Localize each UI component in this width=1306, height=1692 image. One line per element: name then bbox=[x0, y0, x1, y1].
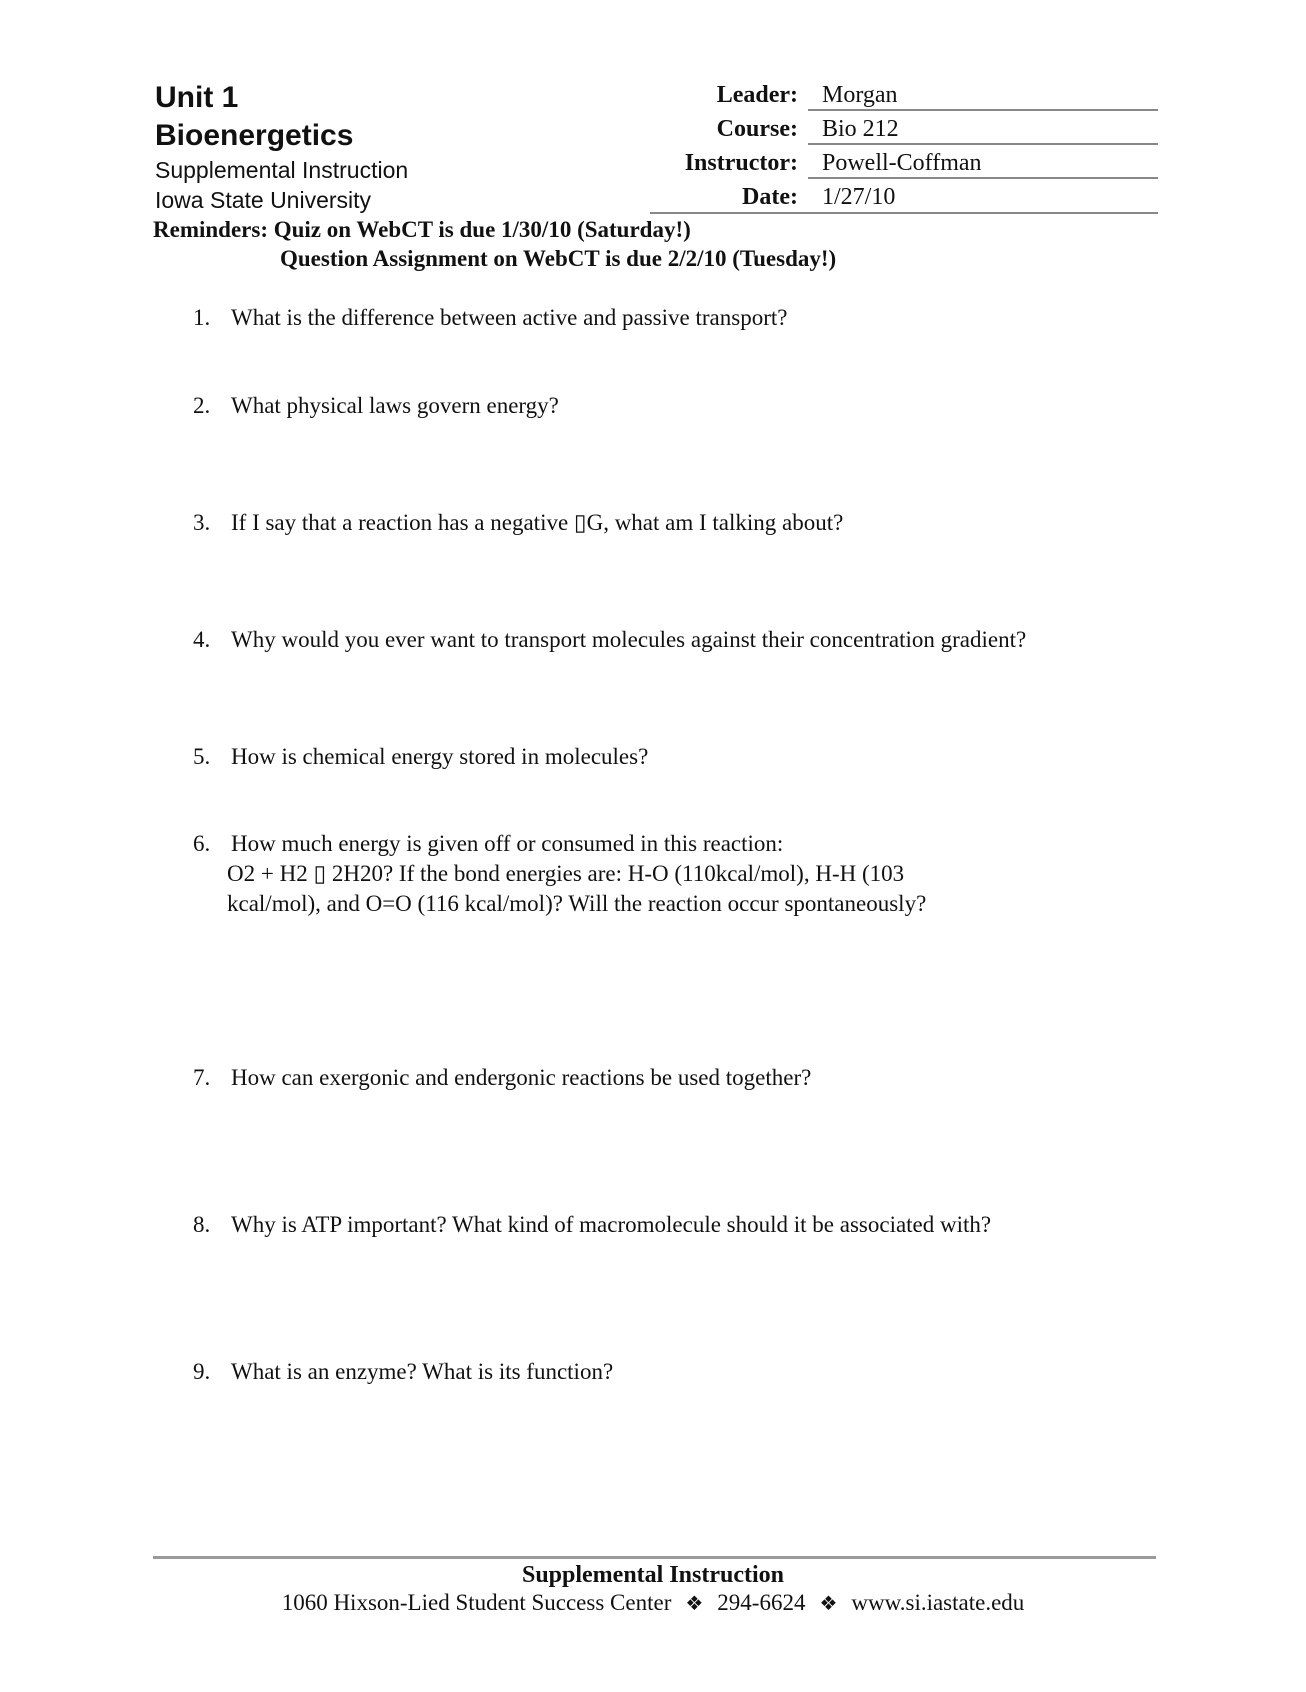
question-text: Why is ATP important? What kind of macromolecule should it be associated with? bbox=[231, 1212, 992, 1237]
course-underline bbox=[808, 143, 1158, 145]
date-underline bbox=[650, 212, 1158, 214]
reminder-line-2: Question Assignment on WebCT is due 2/2/10 (Tuesday!) bbox=[280, 246, 837, 271]
question-number: 9. bbox=[193, 1359, 211, 1384]
question-text: How is chemical energy stored in molecules? bbox=[231, 744, 649, 769]
footer-website[interactable]: www.si.iastate.edu bbox=[851, 1590, 1025, 1615]
question-text: What is the difference between active and passive transport? bbox=[231, 305, 788, 330]
instructor-underline bbox=[808, 177, 1158, 179]
question-text: What physical laws govern energy? bbox=[231, 393, 559, 418]
question-number: 5. bbox=[193, 744, 211, 769]
footer-phone: 294-6624 bbox=[717, 1590, 806, 1615]
question-number: 1. bbox=[193, 305, 211, 330]
topic-title: Bioenergetics bbox=[155, 119, 354, 152]
question-text: Why would you ever want to transport molecules against their concentration gradient? bbox=[231, 627, 1027, 652]
date-value: 1/27/10 bbox=[822, 184, 896, 210]
question-text: What is an enzyme? What is its function? bbox=[231, 1359, 614, 1384]
reminder-line-1: Reminders: Quiz on WebCT is due 1/30/10 (Saturday!) bbox=[153, 217, 691, 242]
question-number: 6. bbox=[193, 831, 211, 856]
unit-title: Unit 1 bbox=[155, 81, 239, 114]
instructor-label: Instructor: bbox=[684, 150, 798, 176]
footer-rule bbox=[153, 1556, 1156, 1559]
footer-title: Supplemental Instruction bbox=[521, 1562, 785, 1588]
course-label: Course: bbox=[716, 116, 798, 142]
question-text: If I say that a reaction has a negative ▯G, what am I talking about? bbox=[231, 510, 844, 535]
question-number: 4. bbox=[193, 627, 211, 652]
diamond-separator-icon: ❖ bbox=[685, 1593, 704, 1615]
question-text: How much energy is given off or consumed in this reaction: bbox=[231, 831, 784, 856]
leader-label: Leader: bbox=[716, 82, 798, 108]
footer-contact bbox=[0, 1588, 1306, 1619]
question-text: How can exergonic and endergonic reactions be used together? bbox=[231, 1065, 812, 1090]
leader-value: Morgan bbox=[822, 82, 898, 108]
course-value: Bio 212 bbox=[822, 116, 899, 142]
program-name: Supplemental Instruction bbox=[155, 157, 409, 183]
question-6-line-2: O2 + H2 ▯ 2H20? If the bond energies are: H-O (110kcal/mol), H-H (103 bbox=[227, 861, 905, 886]
question-number: 3. bbox=[193, 510, 211, 535]
diamond-separator-icon: ❖ bbox=[819, 1593, 838, 1615]
question-number: 8. bbox=[193, 1212, 211, 1237]
date-label: Date: bbox=[742, 184, 798, 210]
leader-underline bbox=[808, 109, 1158, 111]
question-6-line-3: kcal/mol), and O=O (116 kcal/mol)? Will the reaction occur spontaneously? bbox=[227, 891, 927, 916]
instructor-value: Powell-Coffman bbox=[822, 150, 982, 176]
question-number: 2. bbox=[193, 393, 211, 418]
school-name: Iowa State University bbox=[155, 187, 372, 213]
question-number: 7. bbox=[193, 1065, 211, 1090]
footer-address: 1060 Hixson-Lied Student Success Center bbox=[281, 1590, 672, 1615]
